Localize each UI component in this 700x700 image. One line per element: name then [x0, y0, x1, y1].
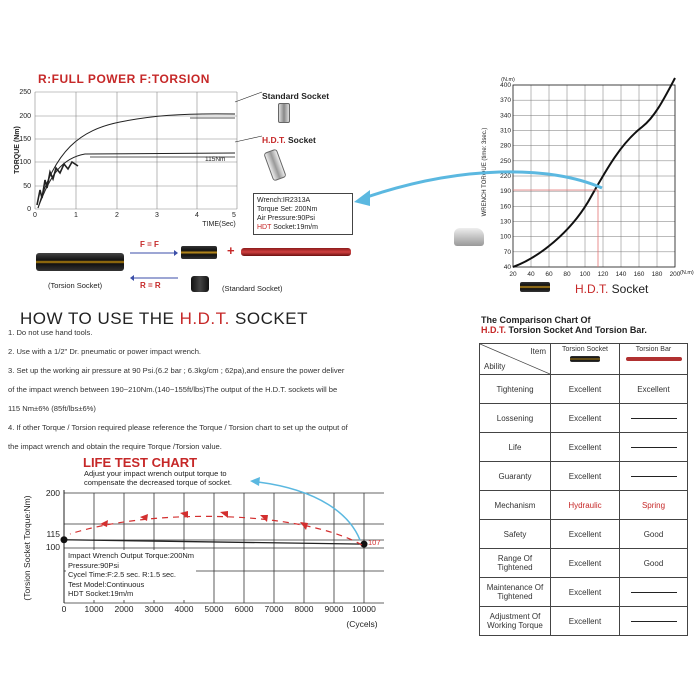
table-row: [480, 433, 688, 462]
f-arrow: [130, 250, 178, 256]
feature-cell: Safety: [480, 520, 551, 549]
right-y-tick: 400: [500, 82, 511, 89]
right-x-tick: 180: [651, 271, 663, 278]
torsion-socket-cell: Excellent: [551, 549, 620, 578]
torsion-socket-cell: Excellent: [551, 404, 620, 433]
right-y-axis-label: WRENCH TORQUE (time: 3sec.): [482, 127, 488, 217]
torsion-socket-cell: Excellent: [551, 375, 620, 404]
right-socket-image: [520, 282, 550, 292]
life-y-100: 100: [45, 542, 60, 552]
right-y-tick: 160: [500, 203, 511, 211]
life-x-tick: 7000: [264, 604, 284, 614]
right-y-tick: 370: [500, 97, 511, 105]
impact-wrench-image: [454, 228, 484, 246]
torsion-bar-image: [241, 248, 351, 256]
y-axis-label: TORQUE (Nm): [14, 126, 21, 174]
feature-cell: Range Of Tightened: [480, 549, 551, 578]
feature-cell: Mechanism: [480, 491, 551, 520]
x-axis-label: TIME(Sec): [202, 221, 236, 228]
f-equals-label: F = F: [140, 240, 159, 249]
right-y-tick: 130: [500, 218, 511, 226]
torsion-bar-cell: [620, 433, 688, 462]
life-chart-note: Adjust your impact wrench output torque to compensate the decreased torque of socket.: [84, 469, 233, 487]
right-y-tick: 310: [500, 127, 511, 135]
test-info-box: Wrench:IR2313A Torque Set: 200Nm Air Pressure:90Psi HDT Socket:19m/m: [253, 193, 353, 235]
life-end-label: 107: [368, 538, 381, 547]
right-x-tick: 40: [527, 271, 535, 278]
torsion-bar-cell: [620, 404, 688, 433]
torsion-socket-cell: Excellent: [551, 462, 620, 491]
torsion-bar-cell: [620, 578, 688, 607]
life-x-tick: 9000: [324, 604, 344, 614]
step-2: 2. Use with a 1/2" Dr. pneumatic or power impact wrench.: [8, 347, 202, 356]
feature-cell: Guaranty: [480, 462, 551, 491]
table-row: [480, 607, 688, 636]
right-x-tick: 80: [563, 271, 571, 278]
blue-arrow-top: [340, 157, 610, 210]
ref-115-label: 115Nm: [205, 156, 226, 163]
right-x-tick: 120: [597, 271, 609, 278]
feature-cell: Tightening: [480, 375, 551, 404]
life-x-tick: 6000: [234, 604, 254, 614]
feature-cell: Adjustment Of Working Torque: [480, 607, 551, 636]
life-y-200: 200: [45, 488, 60, 498]
step-3: 3. Set up the working air pressure at 90 Psi.(6.2 bar ; 6.3kg/cm ; 62pa),and ensure the power deliver: [8, 366, 345, 375]
torsion-bar-cell: Good: [620, 549, 688, 578]
r-arrow: [130, 275, 178, 281]
feature-cell: Maintenance Of Tightened: [480, 578, 551, 607]
table-row: [480, 491, 688, 520]
right-x-unit: (N.m): [680, 270, 694, 276]
table-row: [480, 375, 688, 404]
right-y-tick: 340: [500, 112, 511, 120]
right-y-tick: 40: [503, 264, 511, 271]
life-x-tick: 0: [61, 604, 67, 614]
y-tick: 200: [19, 113, 31, 120]
torsion-socket-cell: Excellent: [551, 520, 620, 549]
table-row: [480, 549, 688, 578]
r-equals-label: R = R: [140, 281, 161, 290]
comparison-table: [479, 343, 688, 636]
dash-mark: [631, 592, 677, 593]
right-y-tick: 250: [500, 157, 511, 165]
right-y-tick: 100: [500, 233, 511, 241]
life-x-tick: 1000: [84, 604, 104, 614]
table-row: [480, 404, 688, 433]
torsion-socket-cell: Excellent: [551, 578, 620, 607]
table-header-row: Item Ability Torsion Socket Torsion Bar: [480, 344, 688, 375]
torsion-bar-cell: [620, 607, 688, 636]
feature-cell: Life: [480, 433, 551, 462]
right-y-tick: 70: [503, 248, 511, 256]
how-to-steps: [8, 323, 348, 456]
torsion-socket-cell: Excellent: [551, 607, 620, 636]
right-x-tick: 20: [509, 271, 517, 278]
right-y-tick: 280: [500, 142, 511, 150]
life-x-tick: 3000: [144, 604, 164, 614]
life-x-tick: 5000: [204, 604, 224, 614]
life-info-box: Impact Wrench Output Torque:200Nm Pressure:90Psi Cycel Time:F:2.5 sec. R:1.5 sec. Test Model:Continuous HDT Socket:19m/m: [68, 551, 195, 598]
standard-socket-image: [278, 103, 290, 123]
comparison-title: The Comparison Chart Of H.D.T. Torsion Socket And Torsion Bar.: [481, 315, 647, 335]
torsion-socket-cell: Hydraulic: [551, 491, 620, 520]
right-unit-label: (N.m): [501, 77, 515, 83]
step-4-cont: the impact wrench and obtain the require Torque /Torsion value.: [8, 442, 222, 451]
life-blue-arrow: [258, 482, 360, 540]
right-x-tick: 140: [615, 271, 627, 278]
life-x-tick: 8000: [294, 604, 314, 614]
y-tick: 250: [19, 89, 31, 96]
table-row: [480, 578, 688, 607]
hdt-socket-label: H.D.T. Socket: [262, 135, 316, 145]
right-y-tick: 220: [500, 173, 511, 180]
right-x-tick: 200: [669, 271, 681, 278]
torsion-bar-cell: Excellent: [620, 375, 688, 404]
y-tick: 150: [19, 136, 31, 143]
torsion-socket-image: [36, 253, 124, 271]
life-x-tick: 2000: [114, 604, 134, 614]
torsion-bar-cell: [620, 462, 688, 491]
table-row: [480, 520, 688, 549]
life-x-tick: 10000: [352, 604, 376, 614]
y-tick: 50: [23, 183, 31, 190]
dash-mark: [631, 621, 677, 622]
torsion-socket-cell: Excellent: [551, 433, 620, 462]
life-chart-title: LIFE TEST CHART: [83, 455, 198, 470]
torsion-bar-cell: Spring: [620, 491, 688, 520]
x-tick: 0: [33, 212, 37, 219]
torsion-socket-label: (Torsion Socket): [48, 281, 103, 290]
x-tick: 4: [195, 212, 199, 219]
life-y-115: 115: [46, 529, 60, 539]
standard-socket-small-image: [191, 276, 209, 292]
life-x-tick: 4000: [174, 604, 194, 614]
right-x-tick: 60: [545, 271, 553, 278]
y-tick: 100: [19, 159, 31, 166]
y-tick: 0: [27, 206, 31, 213]
right-chart-caption: H.D.T. Socket: [575, 282, 649, 296]
top-chart-title: R:FULL POWER F:TORSION: [38, 72, 210, 86]
dash-mark: [631, 476, 677, 477]
right-y-tick: 190: [500, 188, 511, 196]
step-3-cont: of the impact wrench between 190~210Nm.(140~155ft/lbs)The output of the H.D.T. sockets will be: [8, 385, 338, 394]
standard-socket-row-label: (Standard Socket): [222, 284, 283, 293]
life-y-axis-label: (Torsion Socket Torque:Nm): [22, 495, 32, 601]
right-x-tick: 100: [579, 271, 591, 278]
step-1: 1. Do not use hand tools.: [8, 328, 93, 337]
x-tick: 5: [232, 212, 236, 219]
life-test-chart: [0, 470, 420, 640]
how-to-title: HOW TO USE THE H.D.T. SOCKET: [20, 309, 308, 328]
dash-mark: [631, 447, 677, 448]
right-x-tick: 160: [633, 271, 645, 278]
standard-socket-label: Standard Socket: [262, 91, 330, 101]
x-tick: 1: [74, 212, 78, 219]
x-tick: 2: [115, 212, 119, 219]
step-3-cont2: 115 Nm±6% (85ft/lbs±6%): [8, 404, 96, 413]
life-x-unit: (Cycels): [346, 619, 378, 629]
hdt-socket-small-image: [181, 246, 217, 259]
step-4: 4. If other Torque / Torsion required please reference the Torque / Torsion chart to set up the output of: [8, 423, 348, 432]
torsion-bar-cell: Good: [620, 520, 688, 549]
x-tick: 3: [155, 212, 159, 219]
plus-sign: +: [227, 243, 235, 258]
dash-mark: [631, 418, 677, 419]
life-point-start: [61, 536, 68, 543]
table-row: [480, 462, 688, 491]
feature-cell: Lossening: [480, 404, 551, 433]
